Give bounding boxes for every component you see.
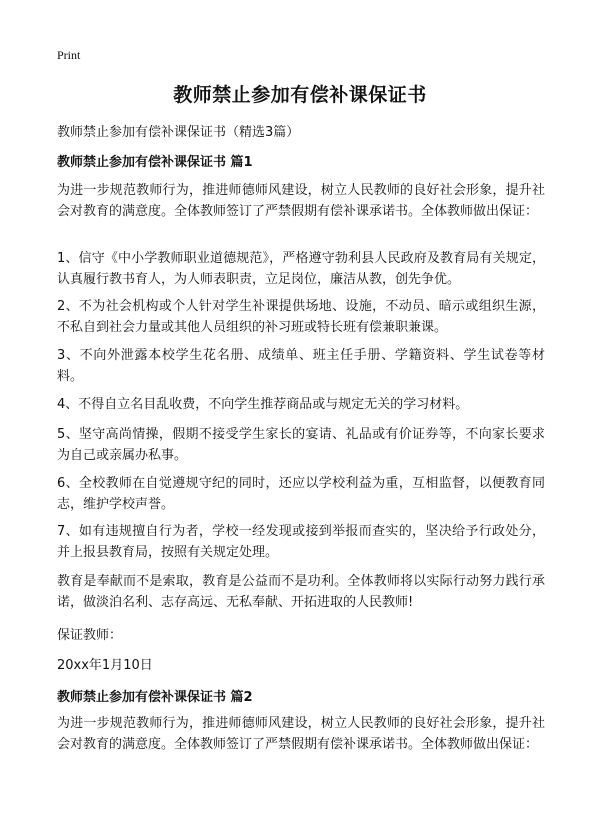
section-1-item-7: 7、如有违规擅自行为者，学校一经发现或接到举报而查实的，坚决给予行政处分，并上报县教育局，按照有关规定处理。 [57,524,545,560]
section-1-item-5: 5、坚守高尚情操，假期不接受学生家长的宴请、礼品或有价证券等，不向家长要求为自己或亲属办私事。 [57,427,545,463]
section-2-heading: 教师禁止参加有偿补课保证书 篇2 [57,690,253,705]
section-1-heading: 教师禁止参加有偿补课保证书 篇1 [57,155,253,170]
section-1-intro: 为进一步规范教师行为，推进师德师风建设，树立人民教师的良好社会形象，提升社会对教育的满意度。全体教师签订了严禁假期有偿补课承诺书。全体教师做出保证： [57,183,545,219]
print-link[interactable]: Print [57,48,81,62]
section-1-item-6: 6、全校教师在自觉遵规守纪的同时，还应以学校利益为重，互相监督，以便教育同志，维护学校声誉。 [57,476,545,512]
document-subtitle: 教师禁止参加有偿补课保证书（精选3篇） [57,125,300,140]
section-1-item-2: 2、不为社会机构或个人针对学生补课提供场地、设施，不动员、暗示或组织生源，不私自到社会力量或其他人员组织的补习班或特长班有偿兼职兼课。 [57,299,545,335]
section-1-closing: 教育是奉献而不是索取，教育是公益而不是功利。全体教师将以实际行动努力践行承诺，做淡泊名利、志存高远、无私奉献、开拓进取的人民教师! [57,574,545,610]
document-date: 20xx年1月10日 [57,658,153,673]
document-title: 教师禁止参加有偿补课保证书 [173,84,427,106]
section-1-item-3: 3、不向外泄露本校学生花名册、成绩单、班主任手册、学籍资料、学生试卷等材料。 [57,348,545,384]
section-1-item-4: 4、不得自立名目乱收费，不向学生推荐商品或与规定无关的学习材料。 [57,397,469,412]
section-1-item-1: 1、信守《中小学教师职业道德规范》，严格遵守勃利县人民政府及教育局有关规定，认真履行教书育人，为人师表职责，立足岗位，廉洁从教，创先争优。 [57,251,545,287]
signature-label: 保证教师： [57,628,123,643]
section-2-intro: 为进一步规范教师行为，推进师德师风建设，树立人民教师的良好社会形象，提升社会对教育的满意度。全体教师签订了严禁假期有偿补课承诺书。全体教师做出保证： [57,716,545,752]
